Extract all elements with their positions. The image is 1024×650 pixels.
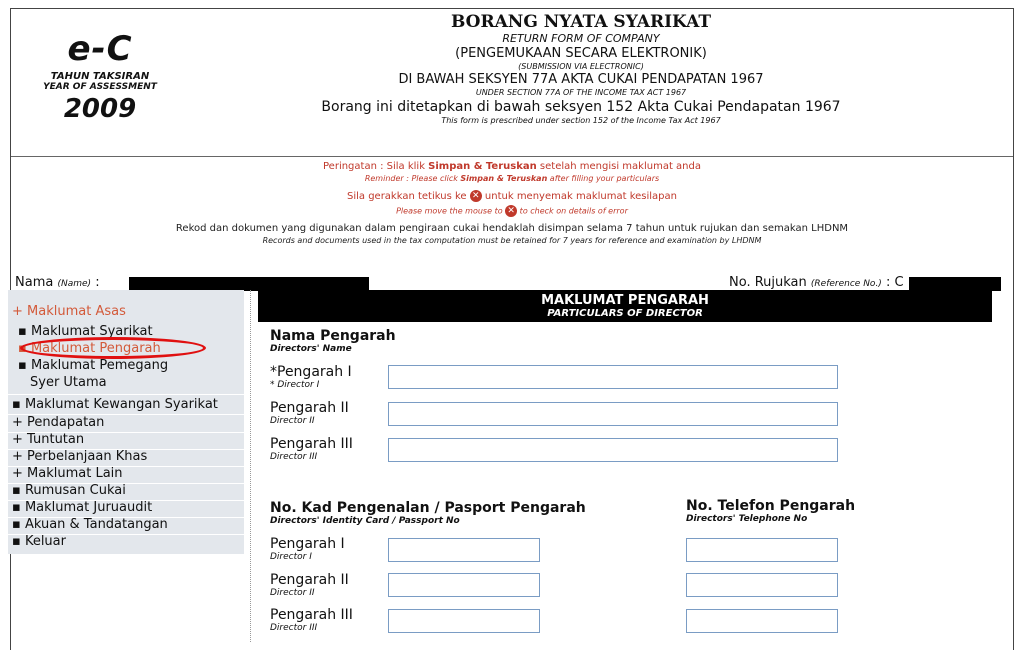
- director1-label-en: * Director I: [270, 380, 320, 390]
- name-colon: :: [95, 275, 100, 290]
- director1-name-input[interactable]: [388, 365, 838, 389]
- prescribed-label-en: This form is prescribed under section 152 of the Income Tax Act 1967: [441, 115, 721, 125]
- id-director3-label-en: Director III: [270, 623, 318, 633]
- sidebar-item-syer-utama[interactable]: Syer Utama: [30, 375, 107, 390]
- reference-label: [729, 275, 904, 290]
- form-header: [11, 9, 1013, 157]
- sidebar-item-maklumat-pemegang[interactable]: ▪ Maklumat Pemegang: [18, 358, 169, 373]
- records-notice: Rekod dan dokumen yang digunakan dalam pengiraan cukai hendaklah disimpan selama 7 tahun untuk rujukan dan semakan LHDNM: [175, 223, 849, 234]
- id-director2-label-text: Pengarah II: [270, 572, 349, 588]
- director2-id-input[interactable]: [388, 573, 540, 597]
- director2-name-input[interactable]: [388, 402, 838, 426]
- records-notice-en: Records and documents used in the tax computation must be retained for 7 years for reference and examination by LHDNM: [262, 235, 762, 245]
- mouse-hint-post: untuk menyemak maklumat kesilapan: [481, 190, 677, 202]
- submission-label-en: (SUBMISSION VIA ELECTRONIC): [518, 62, 644, 72]
- save-warning-text: Peringatan : Sila klik: [323, 161, 429, 172]
- error-icon: ✕: [470, 190, 482, 202]
- section-header-bar: [258, 290, 992, 322]
- redacted-reference: [909, 277, 1001, 291]
- reference-label-en: (Reference No.): [810, 279, 882, 289]
- reference-label-text: No. Rujukan: [729, 275, 807, 290]
- id-director2-label: [270, 572, 349, 598]
- column-divider: [250, 290, 251, 642]
- name-label: [15, 275, 100, 290]
- director3-id-input[interactable]: [388, 609, 540, 633]
- director3-name-input[interactable]: [388, 438, 838, 462]
- section-label-en: UNDER SECTION 77A OF THE INCOME TAX ACT 1967: [475, 88, 687, 98]
- names-heading-en: Directors' Name: [270, 344, 352, 354]
- id-director1-label-en: Director I: [270, 552, 312, 562]
- form-title: BORANG NYATA SYARIKAT: [450, 12, 712, 32]
- id-director1-label-text: Pengarah I: [270, 536, 345, 552]
- id-heading-en: Directors' Identity Card / Passport No: [270, 516, 460, 526]
- director3-phone-input[interactable]: [686, 609, 838, 633]
- reminder-bold: Simpan & Teruskan: [460, 173, 548, 183]
- director3-label-en: Director III: [270, 452, 318, 462]
- save-reminder-en: [11, 174, 1013, 184]
- sidebar-item-kewangan[interactable]: ▪ Maklumat Kewangan Syarikat: [12, 397, 218, 412]
- mouse-hint: [11, 190, 1013, 204]
- id-director3-label-text: Pengarah III: [270, 607, 353, 623]
- director1-id-input[interactable]: [388, 538, 540, 562]
- highlight-circle: [20, 337, 206, 359]
- reference-prefix: : C: [885, 275, 904, 290]
- names-heading-text: Nama Pengarah: [270, 328, 396, 344]
- id-director1-label: [270, 536, 345, 562]
- section-title: MAKLUMAT PENGARAH: [541, 293, 709, 308]
- director3-label: [270, 436, 353, 462]
- sidebar-item-rumusan-cukai[interactable]: ▪ Rumusan Cukai: [12, 483, 126, 498]
- reminder-text-post: after filling your particulars: [547, 173, 660, 183]
- section-label: DI BAWAH SEKSYEN 77A AKTA CUKAI PENDAPATAN 1967: [398, 72, 764, 88]
- director1-phone-input[interactable]: [686, 538, 838, 562]
- director3-label-text: Pengarah III: [270, 436, 353, 452]
- phone-heading-en: Directors' Telephone No: [686, 514, 808, 524]
- sidebar-item-akuan-tandatangan[interactable]: ▪ Akuan & Tandatangan: [12, 517, 168, 532]
- error-icon: ✕: [505, 205, 517, 217]
- save-warning: [11, 161, 1013, 174]
- sidebar-item-tuntutan[interactable]: + Tuntutan: [12, 432, 85, 447]
- director2-label-text: Pengarah II: [270, 400, 349, 416]
- phone-heading-text: No. Telefon Pengarah: [686, 498, 856, 514]
- assessment-year: 2009: [63, 94, 137, 124]
- form-title-en: RETURN FORM OF COMPANY: [502, 31, 660, 45]
- director1-label: [270, 364, 352, 390]
- id-director3-label: [270, 607, 353, 633]
- ya-label-en: YEAR OF ASSESSMENT: [43, 82, 157, 92]
- submission-label: (PENGEMUKAAN SECARA ELEKTRONIK): [455, 46, 707, 62]
- sidebar-item-maklumat-syarikat[interactable]: ▪ Maklumat Syarikat: [18, 324, 153, 339]
- mouse-hint-en-pre: Please move the mouse to: [396, 206, 506, 216]
- director2-phone-input[interactable]: [686, 573, 838, 597]
- sidebar-item-keluar[interactable]: ▪ Keluar: [12, 534, 66, 549]
- sidebar-item-perbelanjaan-khas[interactable]: + Perbelanjaan Khas: [12, 449, 148, 464]
- sidebar-nav: [8, 290, 244, 554]
- sidebar-item-maklumat-asas[interactable]: + Maklumat Asas: [12, 304, 126, 319]
- sidebar-item-pendapatan[interactable]: + Pendapatan: [12, 415, 105, 430]
- mouse-hint-en-post: to check on details of error: [517, 206, 628, 216]
- notice-block: [11, 159, 1013, 265]
- title-block: [281, 13, 881, 125]
- section-title-en: PARTICULARS OF DIRECTOR: [547, 308, 703, 319]
- prescribed-label: Borang ini ditetapkan di bawah seksyen 152 Akta Cukai Pendapatan 1967: [321, 99, 841, 116]
- phone-heading: [686, 498, 855, 524]
- director1-label-text: *Pengarah I: [270, 364, 352, 380]
- director2-label: [270, 400, 349, 426]
- id-heading-text: No. Kad Pengenalan / Pasport Pengarah: [270, 500, 586, 516]
- sidebar-item-maklumat-pengarah[interactable]: ▪ Maklumat Pengarah: [18, 341, 161, 356]
- id-heading: [270, 500, 586, 526]
- mouse-hint-pre: Sila gerakkan tetikus ke: [346, 190, 470, 202]
- redacted-name: [129, 277, 369, 291]
- reminder-text: Reminder : Please click: [364, 173, 461, 183]
- id-director2-label-en: Director II: [270, 588, 315, 598]
- save-warning-text-post: setelah mengisi maklumat anda: [536, 161, 701, 172]
- sidebar-item-juruaudit[interactable]: ▪ Maklumat Juruaudit: [12, 500, 153, 515]
- ya-label-ms: TAHUN TAKSIRAN: [50, 71, 150, 82]
- sidebar-item-maklumat-lain[interactable]: + Maklumat Lain: [12, 466, 123, 481]
- save-warning-bold: Simpan & Teruskan: [428, 161, 537, 172]
- director2-label-en: Director II: [270, 416, 315, 426]
- name-label-en: (Name): [57, 279, 92, 289]
- logo-block: [15, 29, 185, 124]
- name-label-text: Nama: [15, 275, 54, 290]
- ec-logo: e-C: [67, 29, 133, 69]
- names-heading: [270, 328, 396, 354]
- sidebar-separator: [8, 394, 244, 395]
- mouse-hint-en: [11, 205, 1013, 217]
